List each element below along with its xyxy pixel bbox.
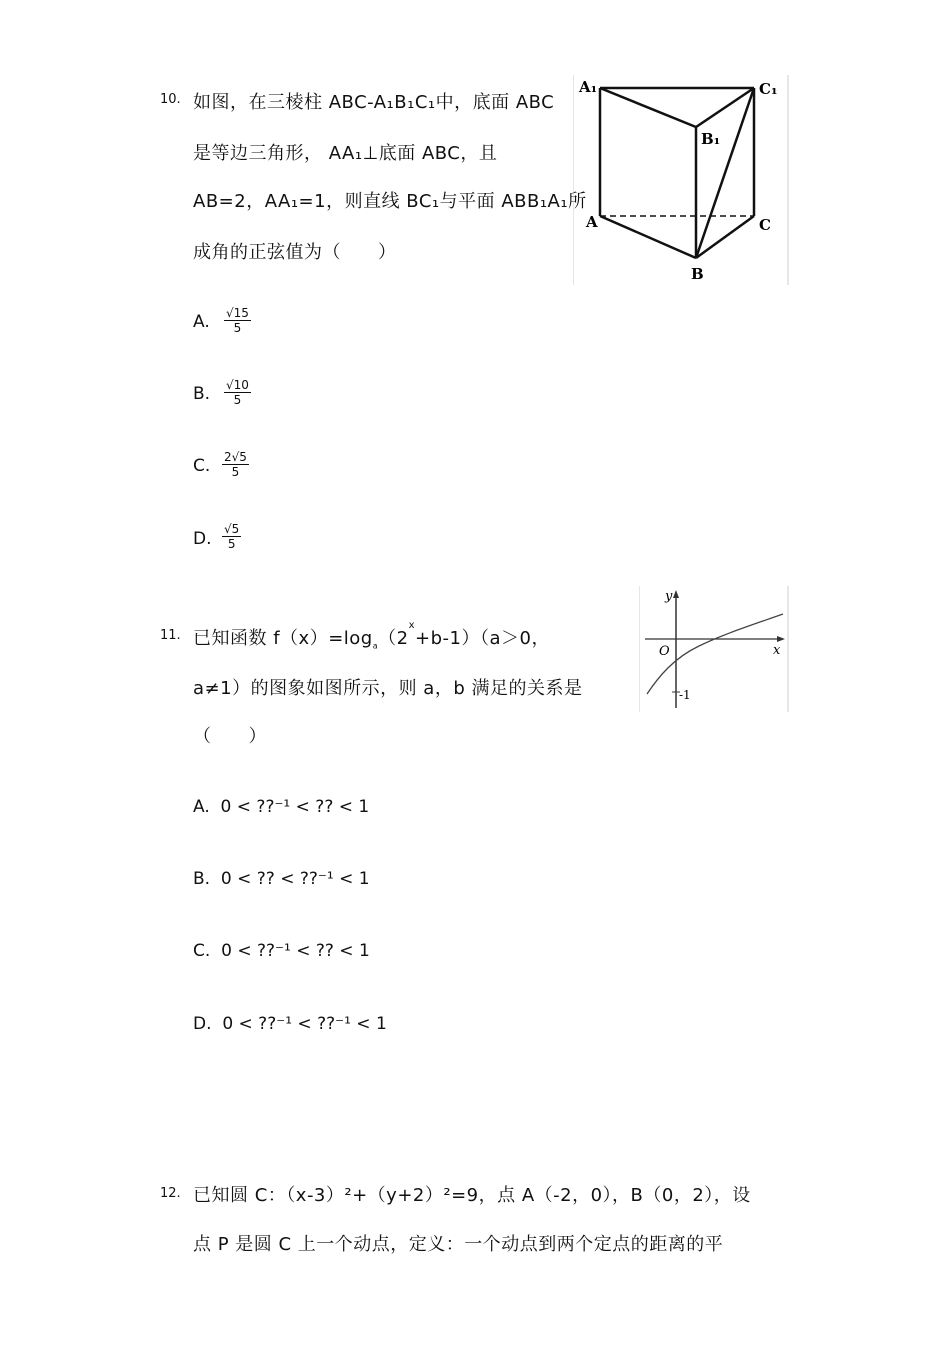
q10-option-d-label: D. [193,529,212,549]
q10-option-c-label: C. [193,456,211,476]
label-b: B [691,265,704,283]
q10-option-b-fraction [224,378,251,407]
q11-option-d-text: 0 < ??⁻¹ < ??⁻¹ < 1 [222,1014,387,1034]
label-a: A [586,213,598,231]
q11-option-d [193,1014,387,1034]
q11-number: 11. [160,628,181,643]
log-graph-figure [639,586,789,712]
edge-ab [600,216,696,258]
q11-line-1-post: +b-1）（a＞0， [415,628,550,649]
x-axis-arrow [777,636,785,642]
x-axis-label: x [773,643,781,658]
q11-line-1-sup: x [408,620,416,631]
label-b1: B₁ [701,130,721,148]
q10-number: 10. [160,92,181,107]
neg1-label: -1 [679,688,691,702]
q11-line-1 [193,620,550,651]
q10-option-b-num: √10 [226,378,249,392]
line-bc1 [696,88,754,258]
q12-line-1: 已知圆 C：（x-3）²+（y+2）²=9，点 A（-2，0），B（0，2），设 [193,1185,751,1206]
y-axis-label: y [665,589,673,604]
q10-option-a-label: A. [193,312,210,332]
q10-option-c-den: 5 [231,465,240,479]
q10-option-c-fraction [222,450,249,479]
q10-line-4: 成角的正弦值为（ ） [193,242,397,263]
q11-line-1-mid: （2 [378,628,409,649]
label-a1: A₁ [579,78,598,96]
edge-b1c1 [696,88,754,127]
q10-option-d-den: 5 [227,537,236,551]
label-c: C [759,216,771,234]
q12-line-2: 点 P 是圆 C 上一个动点，定义：一个动点到两个定点的距离的平 [193,1234,724,1255]
q11-option-d-label: D. [193,1014,212,1034]
q10-option-b-label: B. [193,384,211,404]
q11-option-c-text: 0 < ??⁻¹ < ?? < 1 [221,941,370,961]
q10-line-2: 是等边三角形， AA₁⊥底面 ABC，且 [193,143,498,164]
edge-a1b1 [600,88,696,127]
edge-bc [696,216,754,258]
q10-option-a-num: √15 [226,306,249,320]
q11-option-a [193,797,369,817]
q10-option-d-num: √5 [224,522,240,536]
q10-line-1: 如图，在三棱柱 ABC-A₁B₁C₁中，底面 ABC [193,92,555,113]
q11-option-c-label: C. [193,941,211,961]
q11-option-b-label: B. [193,869,211,889]
q10-option-a-den: 5 [233,321,242,335]
q12-number: 12. [160,1186,181,1201]
q11-option-c [193,941,370,961]
y-axis-arrow [673,590,679,598]
label-c1: C₁ [759,80,778,98]
q11-line-1-sub: a [372,641,379,651]
q11-line-1-pre: 已知函数 f（x）=log [193,628,373,649]
q11-option-b-text: 0 < ?? < ??⁻¹ < 1 [220,869,370,889]
q11-option-a-text: 0 < ??⁻¹ < ?? < 1 [220,797,370,817]
q10-option-c-num: 2√5 [224,450,247,464]
q10-option-d-fraction [222,522,241,551]
q10-line-3: AB=2，AA₁=1，则直线 BC₁与平面 ABB₁A₁所 [193,191,587,212]
q11-line-3: （ ） [193,726,267,747]
q11-option-b [193,869,370,889]
q11-option-a-label: A. [193,797,210,817]
origin-label: O [659,644,670,659]
q11-line-2: a≠1）的图象如图所示，则 a，b 满足的关系是 [193,678,583,699]
q10-option-b-den: 5 [233,393,242,407]
prism-figure [573,75,789,285]
q10-option-a-fraction [224,306,251,335]
